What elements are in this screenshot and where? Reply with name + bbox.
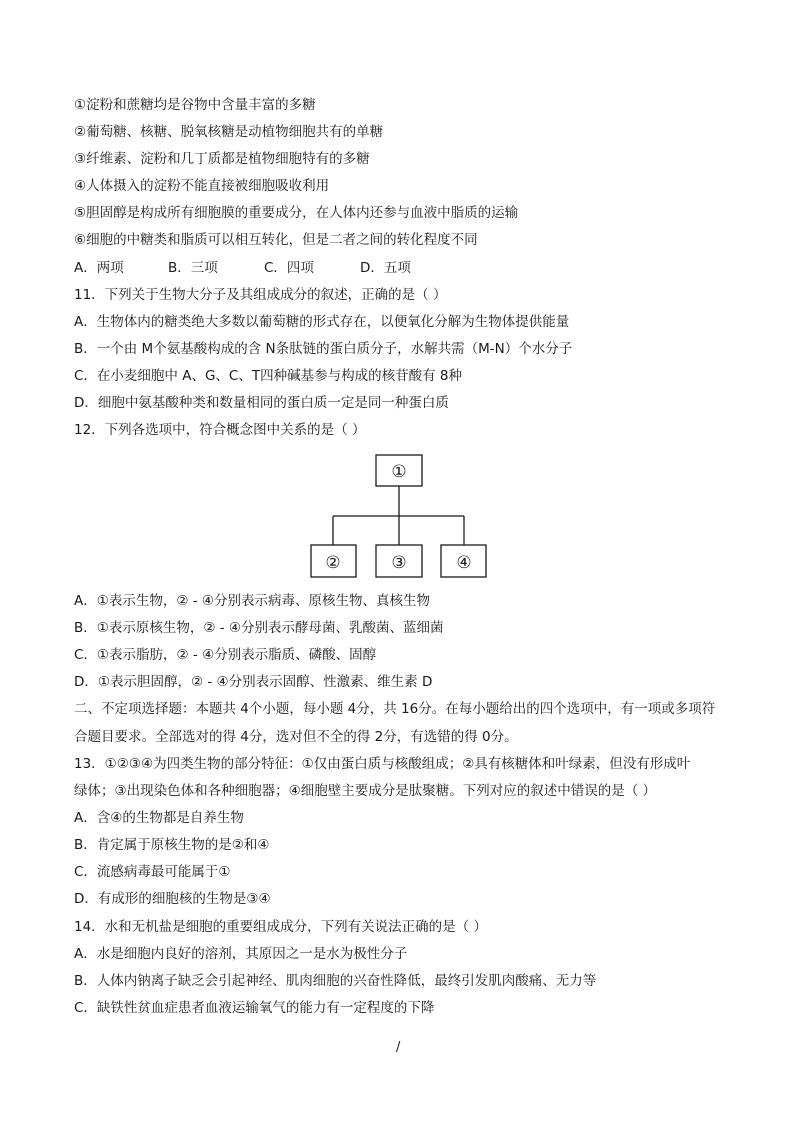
- q10-option-b: B．三项: [168, 260, 218, 276]
- diagram-top-label: ①: [391, 462, 407, 482]
- page-mark: /: [396, 1040, 401, 1055]
- q10-item-2: ②葡萄糖、核糖、脱氧核糖是动植物细胞共有的单糖: [74, 124, 384, 140]
- q10-option-d: D．五项: [360, 260, 411, 276]
- q10-item-5: ⑤胆固醇是构成所有细胞膜的重要成分，在人体内还参与血液中脂质的运输: [74, 205, 519, 221]
- q14-stem: 14．水和无机盐是细胞的重要组成成分，下列有关说法正确的是（ ）: [74, 919, 487, 935]
- q11-option-a: A．生物体内的糖类绝大多数以葡萄糖的形式存在，以便氧化分解为生物体提供能量: [74, 314, 570, 330]
- q14-option-a: A．水是细胞内良好的溶剂，其原因之一是水为极性分子: [74, 946, 408, 962]
- q13-option-d: D．有成形的细胞核的生物是③④: [74, 891, 271, 907]
- q10-item-1: ①淀粉和蔗糖均是谷物中含量丰富的多糖: [74, 97, 316, 113]
- q13-option-b: B．肯定属于原核生物的是②和④: [74, 837, 270, 853]
- q11-stem: 11．下列关于生物大分子及其组成成分的叙述，正确的是（ ）: [74, 287, 447, 303]
- q12-option-d: D．①表示胆固醇，② - ④分别表示固醇、性激素、维生素 D: [74, 674, 433, 690]
- q13-stem-line-2: 绿体；③出现染色体和各种细胞器；④细胞壁主要成分是肽聚糖。下列对应的叙述中错误的是（ ）: [74, 783, 656, 799]
- q13-stem-line-1: 13．①②③④为四类生物的部分特征：①仅由蛋白质与核酸组成；②具有核糖体和叶绿素，但没有形成叶: [74, 756, 691, 772]
- q10-item-6: ⑥细胞的中糖类和脂质可以相互转化，但是二者之间的转化程度不同: [74, 232, 478, 248]
- q10-item-4: ④人体摄入的淀粉不能直接被细胞吸收利用: [74, 178, 330, 194]
- section2-line-2: 合题目要求。全部选对的得 4分，选对但不全的得 2分，有选错的得 0分。: [74, 729, 518, 745]
- q13-option-c: C．流感病毒最可能属于①: [74, 864, 231, 880]
- q12-option-c: C．①表示脂肪，② - ④分别表示脂质、磷酸、固醇: [74, 647, 377, 663]
- q14-option-c: C．缺铁性贫血症患者血液运输氧气的能力有一定程度的下降: [74, 1000, 435, 1016]
- section2-line-1: 二、不定项选择题：本题共 4个小题，每小题 4分，共 16分。在每小题给出的四个选项中，有一项或多项符: [74, 701, 716, 717]
- q11-option-d: D．细胞中氨基酸种类和数量相同的蛋白质一定是同一种蛋白质: [74, 395, 449, 411]
- q10-options: [74, 259, 411, 277]
- q11-option-b: B．一个由 M个氨基酸构成的含 N条肽链的蛋白质分子，水解共需（M-N）个水分子: [74, 341, 573, 357]
- q13-option-a: A．含④的生物都是自养生物: [74, 810, 244, 826]
- diagram-child-label-1: ②: [325, 553, 341, 573]
- diagram-child-label-2: ③: [391, 553, 407, 573]
- q11-option-c: C．在小麦细胞中 A、G、C、T四种碱基参与构成的核苷酸有 8种: [74, 368, 462, 384]
- q12-option-b: B．①表示原核生物，② - ④分别表示酵母菌、乳酸菌、蓝细菌: [74, 620, 444, 636]
- q12-option-a: A．①表示生物，② - ④分别表示病毒、原核生物、真核生物: [74, 593, 430, 609]
- q10-option-c: C．四项: [264, 260, 314, 276]
- q10-item-3: ③纤维素、淀粉和几丁质都是植物细胞特有的多糖: [74, 151, 370, 167]
- diagram-child-label-3: ④: [456, 553, 472, 573]
- q14-option-b: B．人体内钠离子缺乏会引起神经、肌肉细胞的兴奋性降低，最终引发肌肉酸痛、无力等: [74, 973, 597, 989]
- concept-diagram: [300, 450, 500, 584]
- q12-stem: 12．下列各选项中，符合概念图中关系的是（ ）: [74, 422, 366, 438]
- q10-option-a: A．两项: [74, 260, 124, 276]
